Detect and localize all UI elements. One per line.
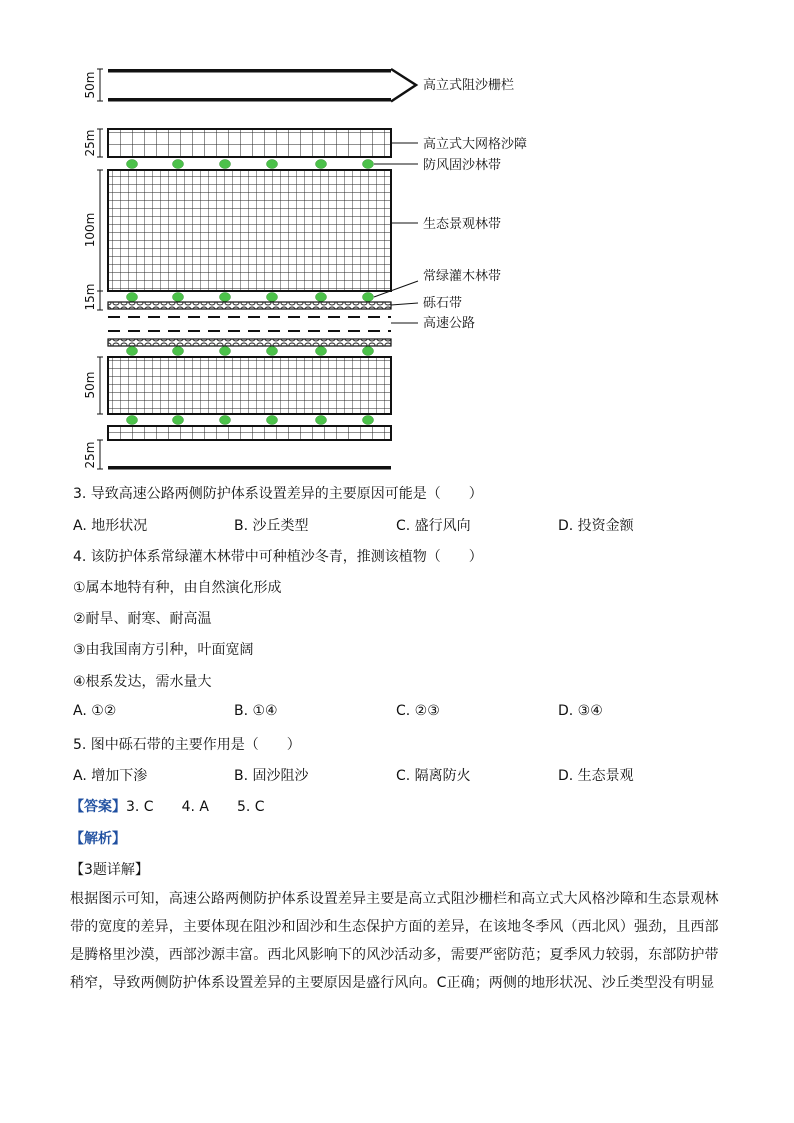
q5-option-d[interactable]: D. 生态景观 [558, 768, 634, 784]
label-sand-fence: 高立式阻沙栅栏 [423, 78, 515, 93]
tree-row-2 [127, 293, 374, 302]
answer-label: 【答案】 [70, 799, 126, 815]
protection-system-diagram [0, 0, 794, 480]
q4-option-a[interactable]: A. ①② [73, 703, 117, 719]
bottom-grid-barrier [108, 426, 391, 440]
top-gravel-belt [108, 302, 391, 309]
q5-option-c[interactable]: C. 隔离防火 [396, 768, 471, 784]
q3-option-a[interactable]: A. 地形状况 [73, 518, 148, 534]
analysis-label: 【解析】 [70, 831, 126, 847]
label-grid-barrier: 高立式大网格沙障 [423, 137, 528, 152]
q4-option-b[interactable]: B. ①④ [234, 703, 278, 719]
tree-row-4 [127, 416, 374, 425]
q4-option-d[interactable]: D. ③④ [558, 703, 603, 719]
detail-line-3: 是腾格里沙漠，西部沙源丰富。西北风影响下的风沙活动多，需要严密防范；夏季风力较弱，东部防护带 [70, 947, 719, 963]
q4-statement-3: ③由我国南方引种，叶面宽阔 [73, 642, 254, 658]
label-shrub-forest: 常绿灌木林带 [423, 269, 502, 284]
q3-option-b[interactable]: B. 沙丘类型 [234, 518, 309, 534]
dimension-brackets [97, 69, 103, 469]
q4-statement-4: ④根系发达，需水量大 [73, 674, 212, 690]
q3-option-c[interactable]: C. 盛行风向 [396, 518, 471, 534]
tree-row-3 [127, 347, 374, 356]
answer-line [70, 796, 265, 816]
label-landscape-forest: 生态景观林带 [423, 217, 502, 232]
q4-statement-1: ①属本地特有种，由自然演化形成 [73, 580, 282, 596]
q3-option-d[interactable]: D. 投资金额 [558, 518, 634, 534]
label-highway: 高速公路 [423, 316, 476, 331]
dim-label-15m: 15m [83, 283, 97, 311]
dim-label-50m-bottom: 50m [83, 371, 97, 399]
bottom-sand-fence [108, 466, 391, 470]
highway [108, 317, 391, 331]
answer-value: 3. C 4. A 5. C [126, 799, 265, 815]
bottom-landscape-forest [108, 357, 391, 414]
tree-row-1 [127, 160, 374, 169]
detail-line-4: 稍窄，导致两侧防护体系设置差异的主要原因是盛行风向。C正确；两侧的地形状况、沙丘类型没有明显 [70, 975, 715, 991]
top-sand-fence [108, 69, 416, 102]
question-3-stem: 3. 导致高速公路两侧防护体系设置差异的主要原因可能是（ ） [73, 486, 483, 502]
detail-line-1: 根据图示可知，高速公路两侧防护体系设置差异主要是高立式阻沙栅栏和高立式大风格沙障和生态景观林 [70, 891, 719, 907]
dim-label-100m: 100m [83, 212, 97, 248]
bottom-gravel-belt [108, 339, 391, 346]
question-4-stem: 4. 该防护体系常绿灌木林带中可种植沙冬青，推测该植物（ ） [73, 549, 483, 565]
label-windbreak-forest: 防风固沙林带 [423, 158, 502, 173]
question-5-stem: 5. 图中砾石带的主要作用是（ ） [73, 737, 301, 753]
dim-label-25m-top: 25m [83, 129, 97, 157]
detail-paragraph [70, 885, 730, 997]
q5-option-b[interactable]: B. 固沙阻沙 [234, 768, 309, 784]
top-landscape-forest [108, 170, 391, 291]
top-grid-barrier [108, 129, 391, 157]
q4-option-c[interactable]: C. ②③ [396, 703, 440, 719]
dim-label-50m-top: 50m [83, 71, 97, 99]
detail-label: 【3题详解】 [70, 862, 149, 878]
dim-label-25m-bottom: 25m [83, 441, 97, 469]
q4-statement-2: ②耐旱、耐寒、耐高温 [73, 611, 212, 627]
detail-line-2: 带的宽度的差异，主要体现在阻沙和固沙和生态保护方面的差异，在该地冬季风（西北风）强劲，且西部 [70, 919, 719, 935]
q5-option-a[interactable]: A. 增加下渗 [73, 768, 148, 784]
label-gravel-belt: 砾石带 [423, 296, 463, 311]
